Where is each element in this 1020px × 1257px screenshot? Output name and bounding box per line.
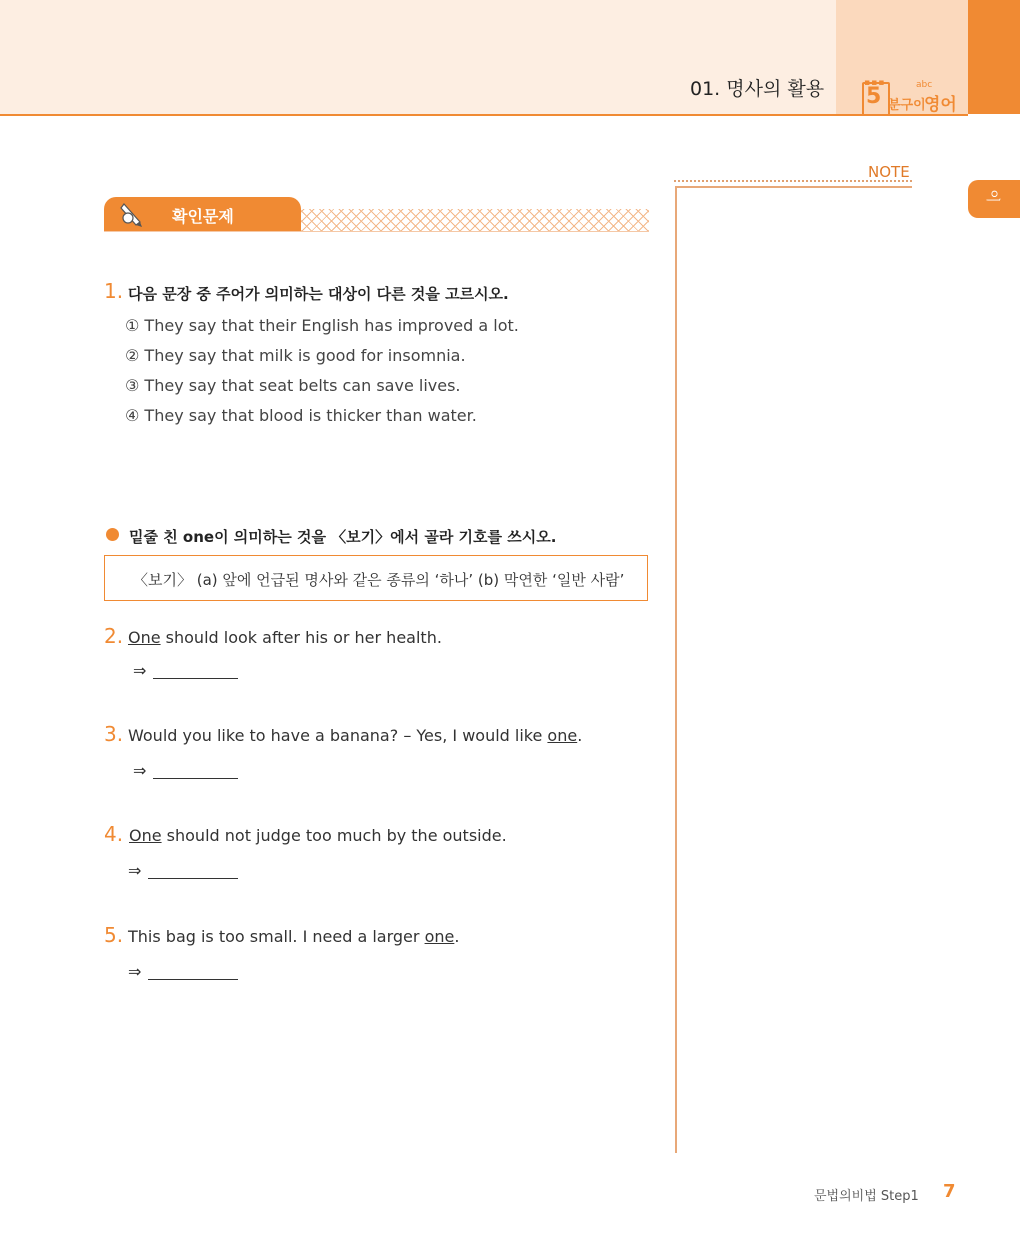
q1-prompt: 다음 문장 중 주어가 의미하는 대상이 다른 것을 고르시오. (128, 285, 509, 303)
q3-post: . (577, 726, 583, 745)
q2-text (128, 628, 442, 647)
q5-answer-blank[interactable] (148, 978, 238, 980)
q5-pre: This bag is too small. I need a larger (128, 927, 425, 946)
q2-underlined: One (128, 628, 161, 647)
logo-number: 5 (866, 84, 882, 109)
header-rule (0, 114, 968, 116)
q2-post: should look after his or her health. (160, 628, 442, 647)
q2-number: 2. (104, 624, 124, 648)
instruction-bullet (106, 528, 119, 541)
check-section-title: 확인문제 (172, 207, 234, 226)
note-dotted-rule (674, 180, 912, 182)
q3-answer-blank[interactable] (153, 777, 238, 779)
publisher-logo (862, 78, 958, 114)
logo-text-2: 영어 (924, 95, 957, 115)
side-tab-label: 이 (983, 189, 1000, 203)
note-top-border (675, 186, 912, 188)
check-section-pattern (301, 209, 649, 231)
q5-post: . (454, 927, 460, 946)
header-corner-block (968, 0, 1020, 114)
q5-text (128, 927, 459, 946)
section2-instruction: 밑줄 친 one이 의미하는 것을 〈보기〉에서 골라 기호를 쓰시오. (129, 528, 557, 546)
check-section-rule (104, 231, 649, 232)
logo-abc: abc (916, 80, 933, 90)
footer-page-number: 7 (943, 1181, 956, 1202)
q5-arrow: ⇒ (128, 962, 142, 981)
q3-arrow: ⇒ (133, 761, 147, 780)
q5-number: 5. (104, 923, 124, 947)
q3-underlined: one (547, 726, 578, 745)
q4-answer-blank[interactable] (148, 877, 238, 879)
chapter-side-tab (968, 180, 1020, 218)
q4-arrow: ⇒ (128, 861, 142, 880)
example-box (104, 555, 648, 601)
chapter-title: 01. 명사의 활용 (690, 78, 825, 100)
q3-pre: Would you like to have a banana? – Yes, I would like (128, 726, 548, 745)
example-text: 〈보기〉 (a) 앞에 언급된 명사와 같은 종류의 ‘하나’ (b) 막연한 ‘일반 사람’ (133, 571, 625, 589)
check-section-tab (104, 197, 301, 231)
note-left-border (675, 187, 677, 1153)
q4-text (129, 826, 507, 845)
q1-option-4: ④ They say that blood is thicker than water. (125, 406, 477, 425)
q5-underlined: one (424, 927, 455, 946)
q4-underlined: One (129, 826, 162, 845)
pencil-hand-icon (118, 200, 148, 228)
q1-option-1: ① They say that their English has improved a lot. (125, 316, 519, 335)
q3-text (128, 726, 582, 745)
footer-book-title: 문법의비법 Step1 (814, 1189, 919, 1204)
logo-text-1: 분구이 (888, 98, 926, 113)
q3-number: 3. (104, 722, 124, 746)
q1-number: 1. (104, 279, 124, 303)
q1-option-3: ③ They say that seat belts can save lives. (125, 376, 461, 395)
q4-number: 4. (104, 822, 124, 846)
q2-answer-blank[interactable] (153, 677, 238, 679)
q4-post: should not judge too much by the outside. (161, 826, 507, 845)
note-label: NOTE (868, 163, 910, 181)
logo-dots: ▪▪▪ (864, 78, 886, 88)
q1-option-2: ② They say that milk is good for insomnia. (125, 346, 466, 365)
q2-arrow: ⇒ (133, 661, 147, 680)
